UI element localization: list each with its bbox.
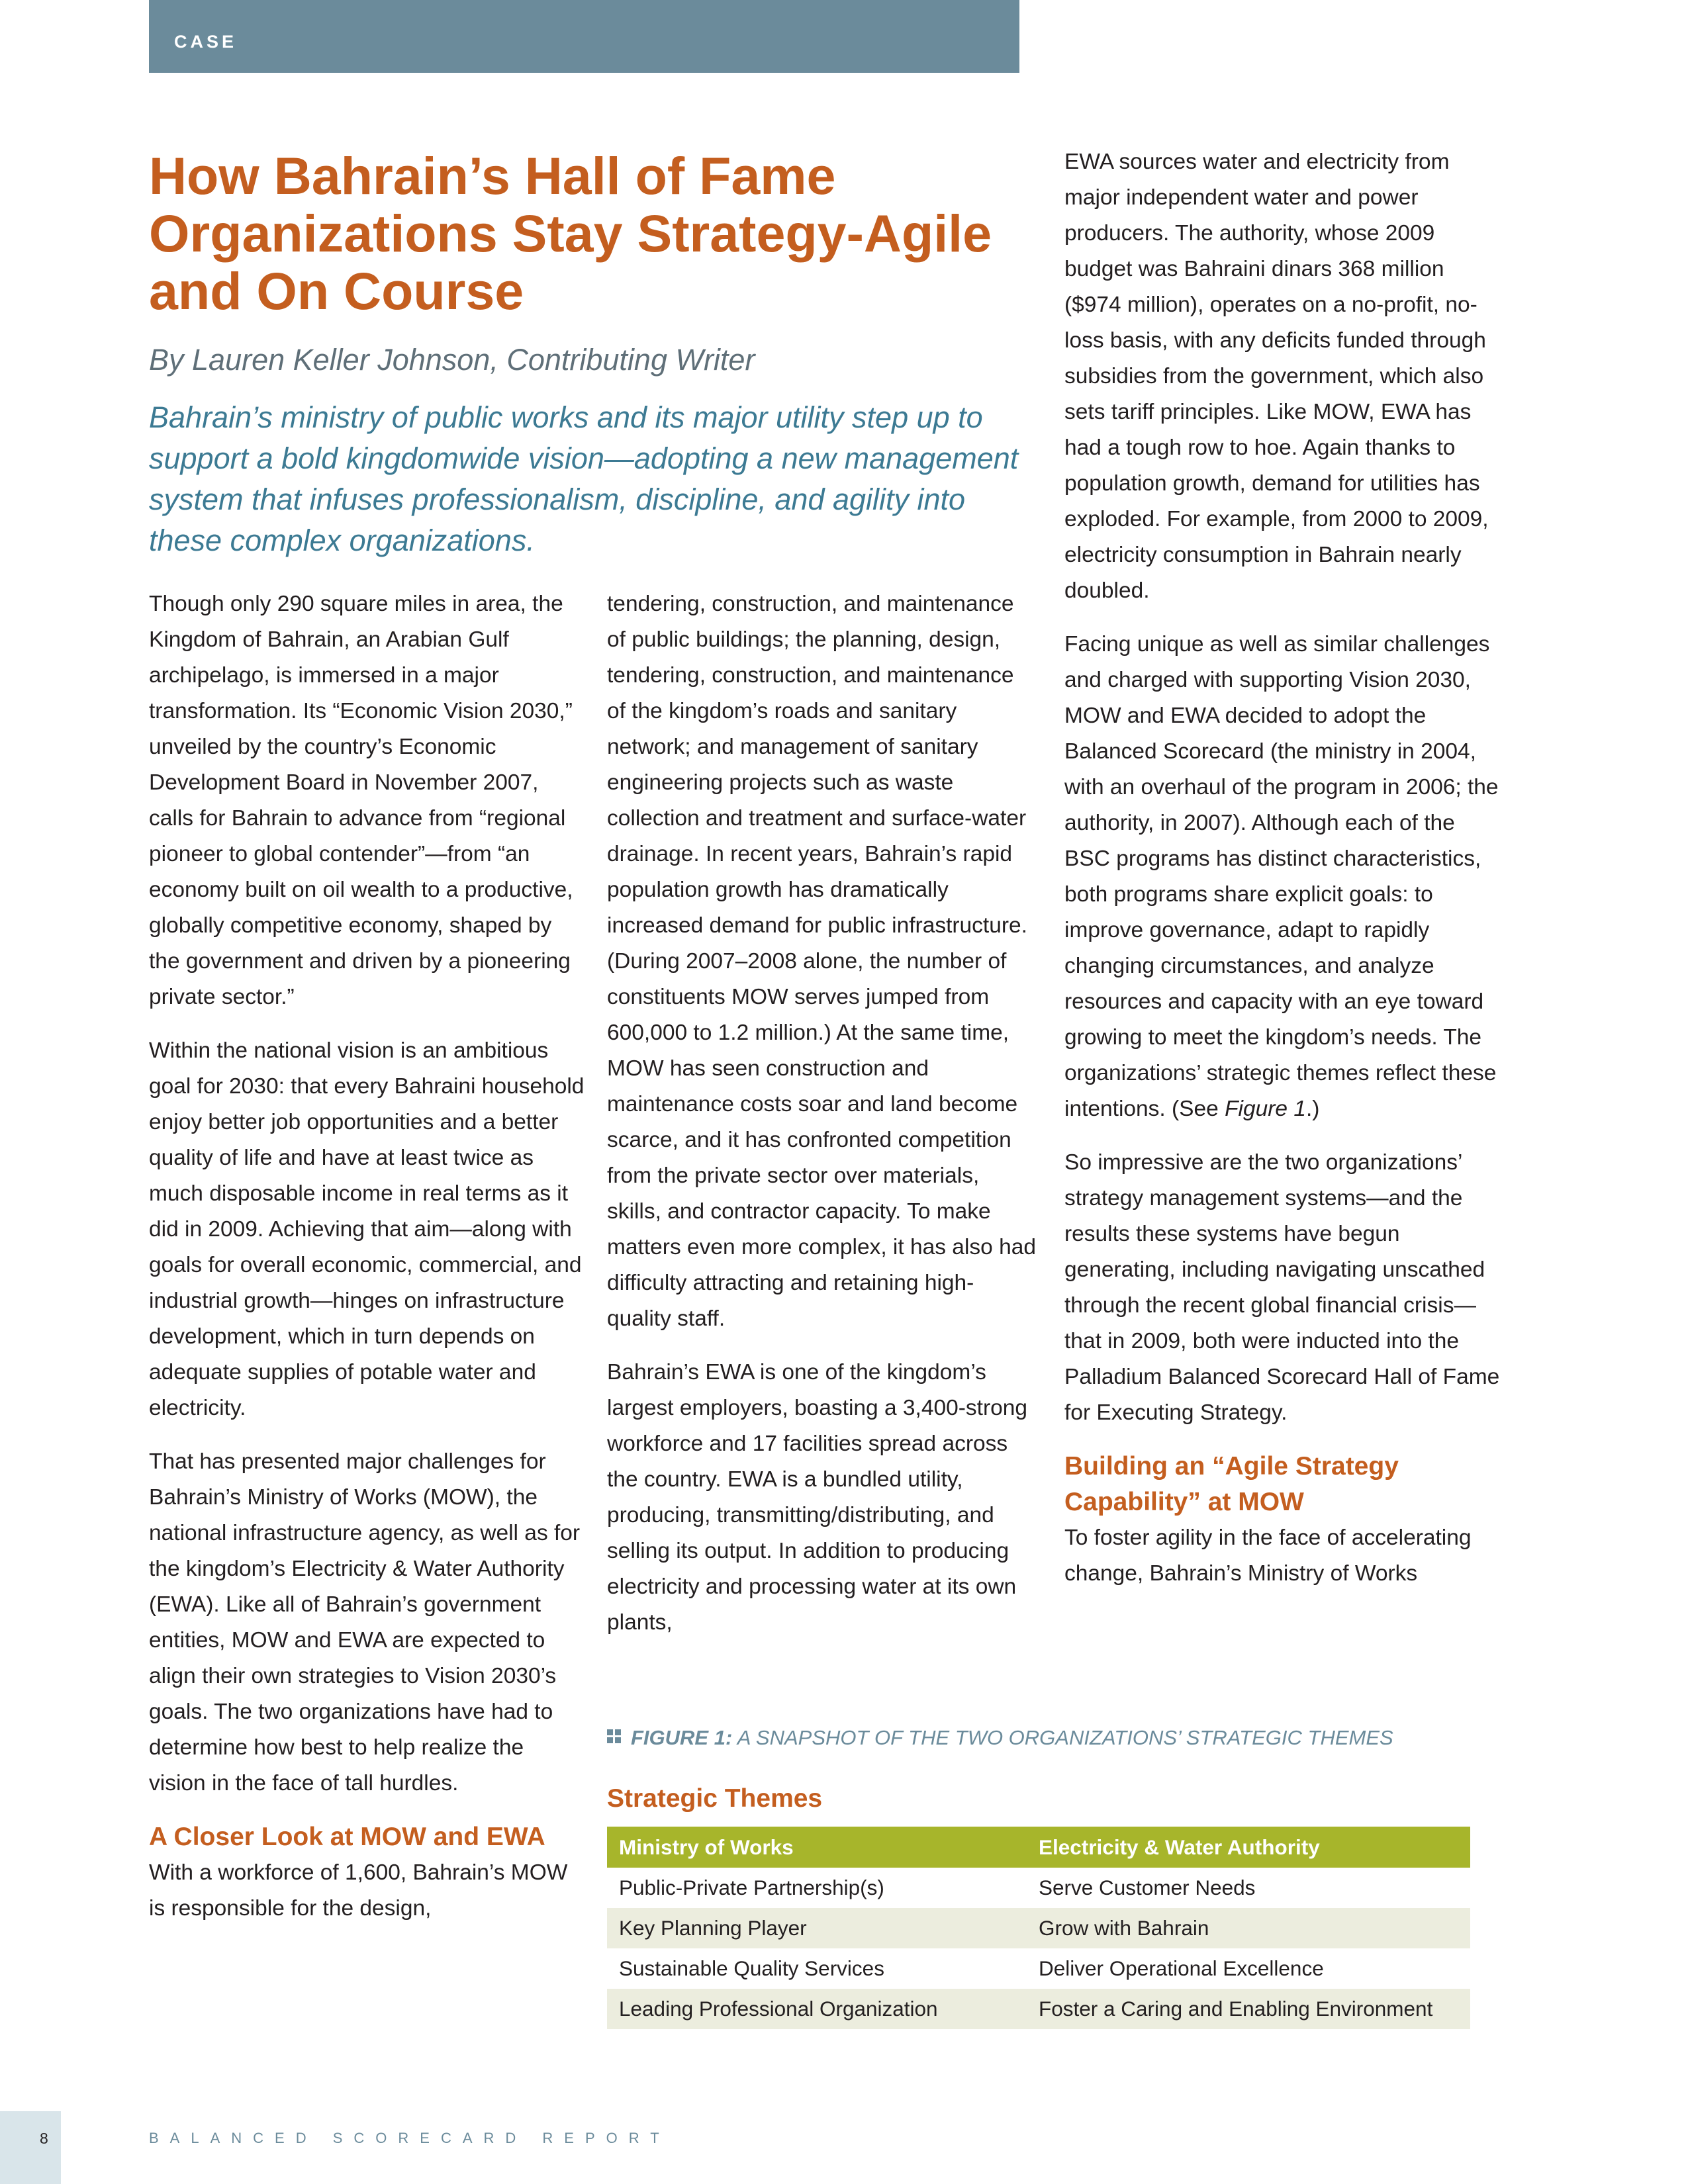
figure-label: FIGURE 1: [631,1726,733,1749]
table-header-row [607,1827,1470,1868]
strategic-themes-table [607,1827,1470,2029]
paragraph: Within the national vision is an ambitious goal for 2030: that every Bahraini household enjoy better job opportunities and a better quality of life and have at least twice as much disposable income in real terms as it did in 2009. Achieving that aim—along with goals for overall economic, commercial, and industrial growth—hinges on infrastructure development, which in turn depends on adequate supplies of potable water and electricity. [149,1038,585,1420]
table-cell: Grow with Bahrain [1039,1916,1209,1940]
table-cell: Deliver Operational Excellence [1039,1956,1324,1980]
grid-squares-icon [607,1729,622,1744]
table-cell: Serve Customer Needs [1039,1876,1256,1899]
paragraph: That has presented major challenges for Bahrain’s Ministry of Works (MOW), the national infrastructure agency, as well as for the kingdom’s Electricity & Water Authority (EWA). Like all of Bahrain’s government entities, MOW and EWA are expected to align their own strategies to Vision 2030’s goals. The two organizations have had to determine how best to help realize the vision in the face of tall hurdles. [149,1449,581,1796]
table-row [607,1989,1470,2029]
footer-publication: BALANCED SCORECARD REPORT [149,2130,671,2146]
body-column-1 [149,586,586,1944]
paragraph: Bahrain’s EWA is one of the kingdom’s largest employers, boasting a 3,400-strong workforce and 17 facilities spread across the country. EWA is a bundled utility, producing, transmitting/distributing, and selling its output. In addition to producing electricity and processing water at its own plants, [607,1360,1027,1635]
figure-caption-text: A SNAPSHOT OF THE TWO ORGANIZATIONS’ STRATEGIC THEMES [732,1726,1393,1749]
section-heading: A Closer Look at MOW and EWA [149,1823,545,1851]
paragraph-text: Facing unique as well as similar challenges and charged with supporting Vision 2030, MOW and EWA decided to adopt the Balanced Scorecard (the ministry in 2004, with an overhaul of the program in 2006; the authority, in 2007). Although each of the BSC programs has distinct characteristics, both programs share explicit goals: to improve governance, adapt to rapidly changing circumstances, and analyze resources and capacity with an eye toward growing to meet the kingdom’s needs. The organizations’ strategic themes reflect these intentions. (See [1064,632,1499,1121]
article-title: How Bahrain’s Hall of Fame Organizations Stay Strategy-Agile and On Course [149,146,992,320]
paragraph: With a workforce of 1,600, Bahrain’s MOW is responsible for the design, [149,1860,568,1921]
figure-reference: Figure 1 [1225,1097,1306,1121]
section-label: CASE [174,32,238,52]
table-cell: Leading Professional Organization [619,1997,938,2021]
paragraph: Though only 290 square miles in area, the Kingdom of Bahrain, an Arabian Gulf archipelago, is immersed in a major transformation. Its “Economic Vision 2030,” unveiled by the country’s Economic Development Board in November 2007, calls for Bahrain to advance from “regional pioneer to global contender”—from “an economy built on oil wealth to a productive, globally competitive economy, shaped by the government and driven by a pioneering private sector.” [149,592,573,1009]
page-number-tab [0,2111,61,2184]
section-heading: Building an “Agile Strategy Capability” at MOW [1064,1452,1399,1516]
paragraph: tendering, construction, and maintenance of public buildings; the planning, design, tendering, construction, and maintenance of the kingdom’s roads and sanitary network; and management of sanitary engineering projects such as waste collection and treatment and surface-water drainage. In recent years, Bahrain’s rapid population growth has dramatically increased demand for public infrastructure. (During 2007–2008 alone, the number of constituents MOW serves jumped from 600,000 to 1.2 million.) At the same time, MOW has seen construction and maintenance costs soar and land become scarce, and it has confronted competition from the private sector over materials, skills, and contractor capacity. To make matters even more complex, it has also had difficulty attracting and retaining high-quality staff. [607,592,1036,1331]
body-column-3 [1064,144,1501,1610]
column-header: Electricity & Water Authority [1039,1835,1320,1859]
body-column-2 [607,586,1037,1659]
table-row [607,1868,1470,1908]
table-cell: Key Planning Player [619,1916,807,1940]
figure-caption [607,1726,1534,1750]
table-cell: Sustainable Quality Services [619,1956,884,1980]
column-header: Ministry of Works [619,1835,794,1859]
table-cell: Public-Private Partnership(s) [619,1876,884,1899]
table-title: Strategic Themes [607,1784,823,1813]
paragraph: EWA sources water and electricity from major independent water and power producers. The authority, whose 2009 budget was Bahraini dinars 368 million ($974 million), operates on a no-profit, no-loss basis, with any deficits funded through subsidies from the government, which also sets tariff principles. Like MOW, EWA has had a tough row to hoe. Again thanks to population growth, demand for utilities has exploded. For example, from 2000 to 2009, electricity consumption in Bahrain nearly doubled. [1064,150,1489,603]
table-row [607,1908,1470,1948]
page-number: 8 [40,2130,48,2147]
section-header-bar [149,0,1019,73]
paragraph-text: .) [1306,1097,1320,1121]
article-byline: By Lauren Keller Johnson, Contributing Writer [149,343,755,377]
paragraph: So impressive are the two organizations’ strategy management systems—and the results these systems have begun generating, including navigating unscathed through the recent global financial crisis—that in 2009, both were inducted into the Palladium Balanced Scorecard Hall of Fame for Executing Strategy. [1064,1150,1500,1425]
paragraph: To foster agility in the face of accelerating change, Bahrain’s Ministry of Works [1064,1525,1472,1586]
table-row [607,1948,1470,1989]
paragraph [1064,627,1501,1127]
table-cell: Foster a Caring and Enabling Environment [1039,1997,1433,2021]
article-deck: Bahrain’s ministry of public works and its major utility step up to support a bold kingdomwide vision—adopting a new management system that infuses professionalism, discipline, and agility into these complex organizations. [149,400,1019,557]
